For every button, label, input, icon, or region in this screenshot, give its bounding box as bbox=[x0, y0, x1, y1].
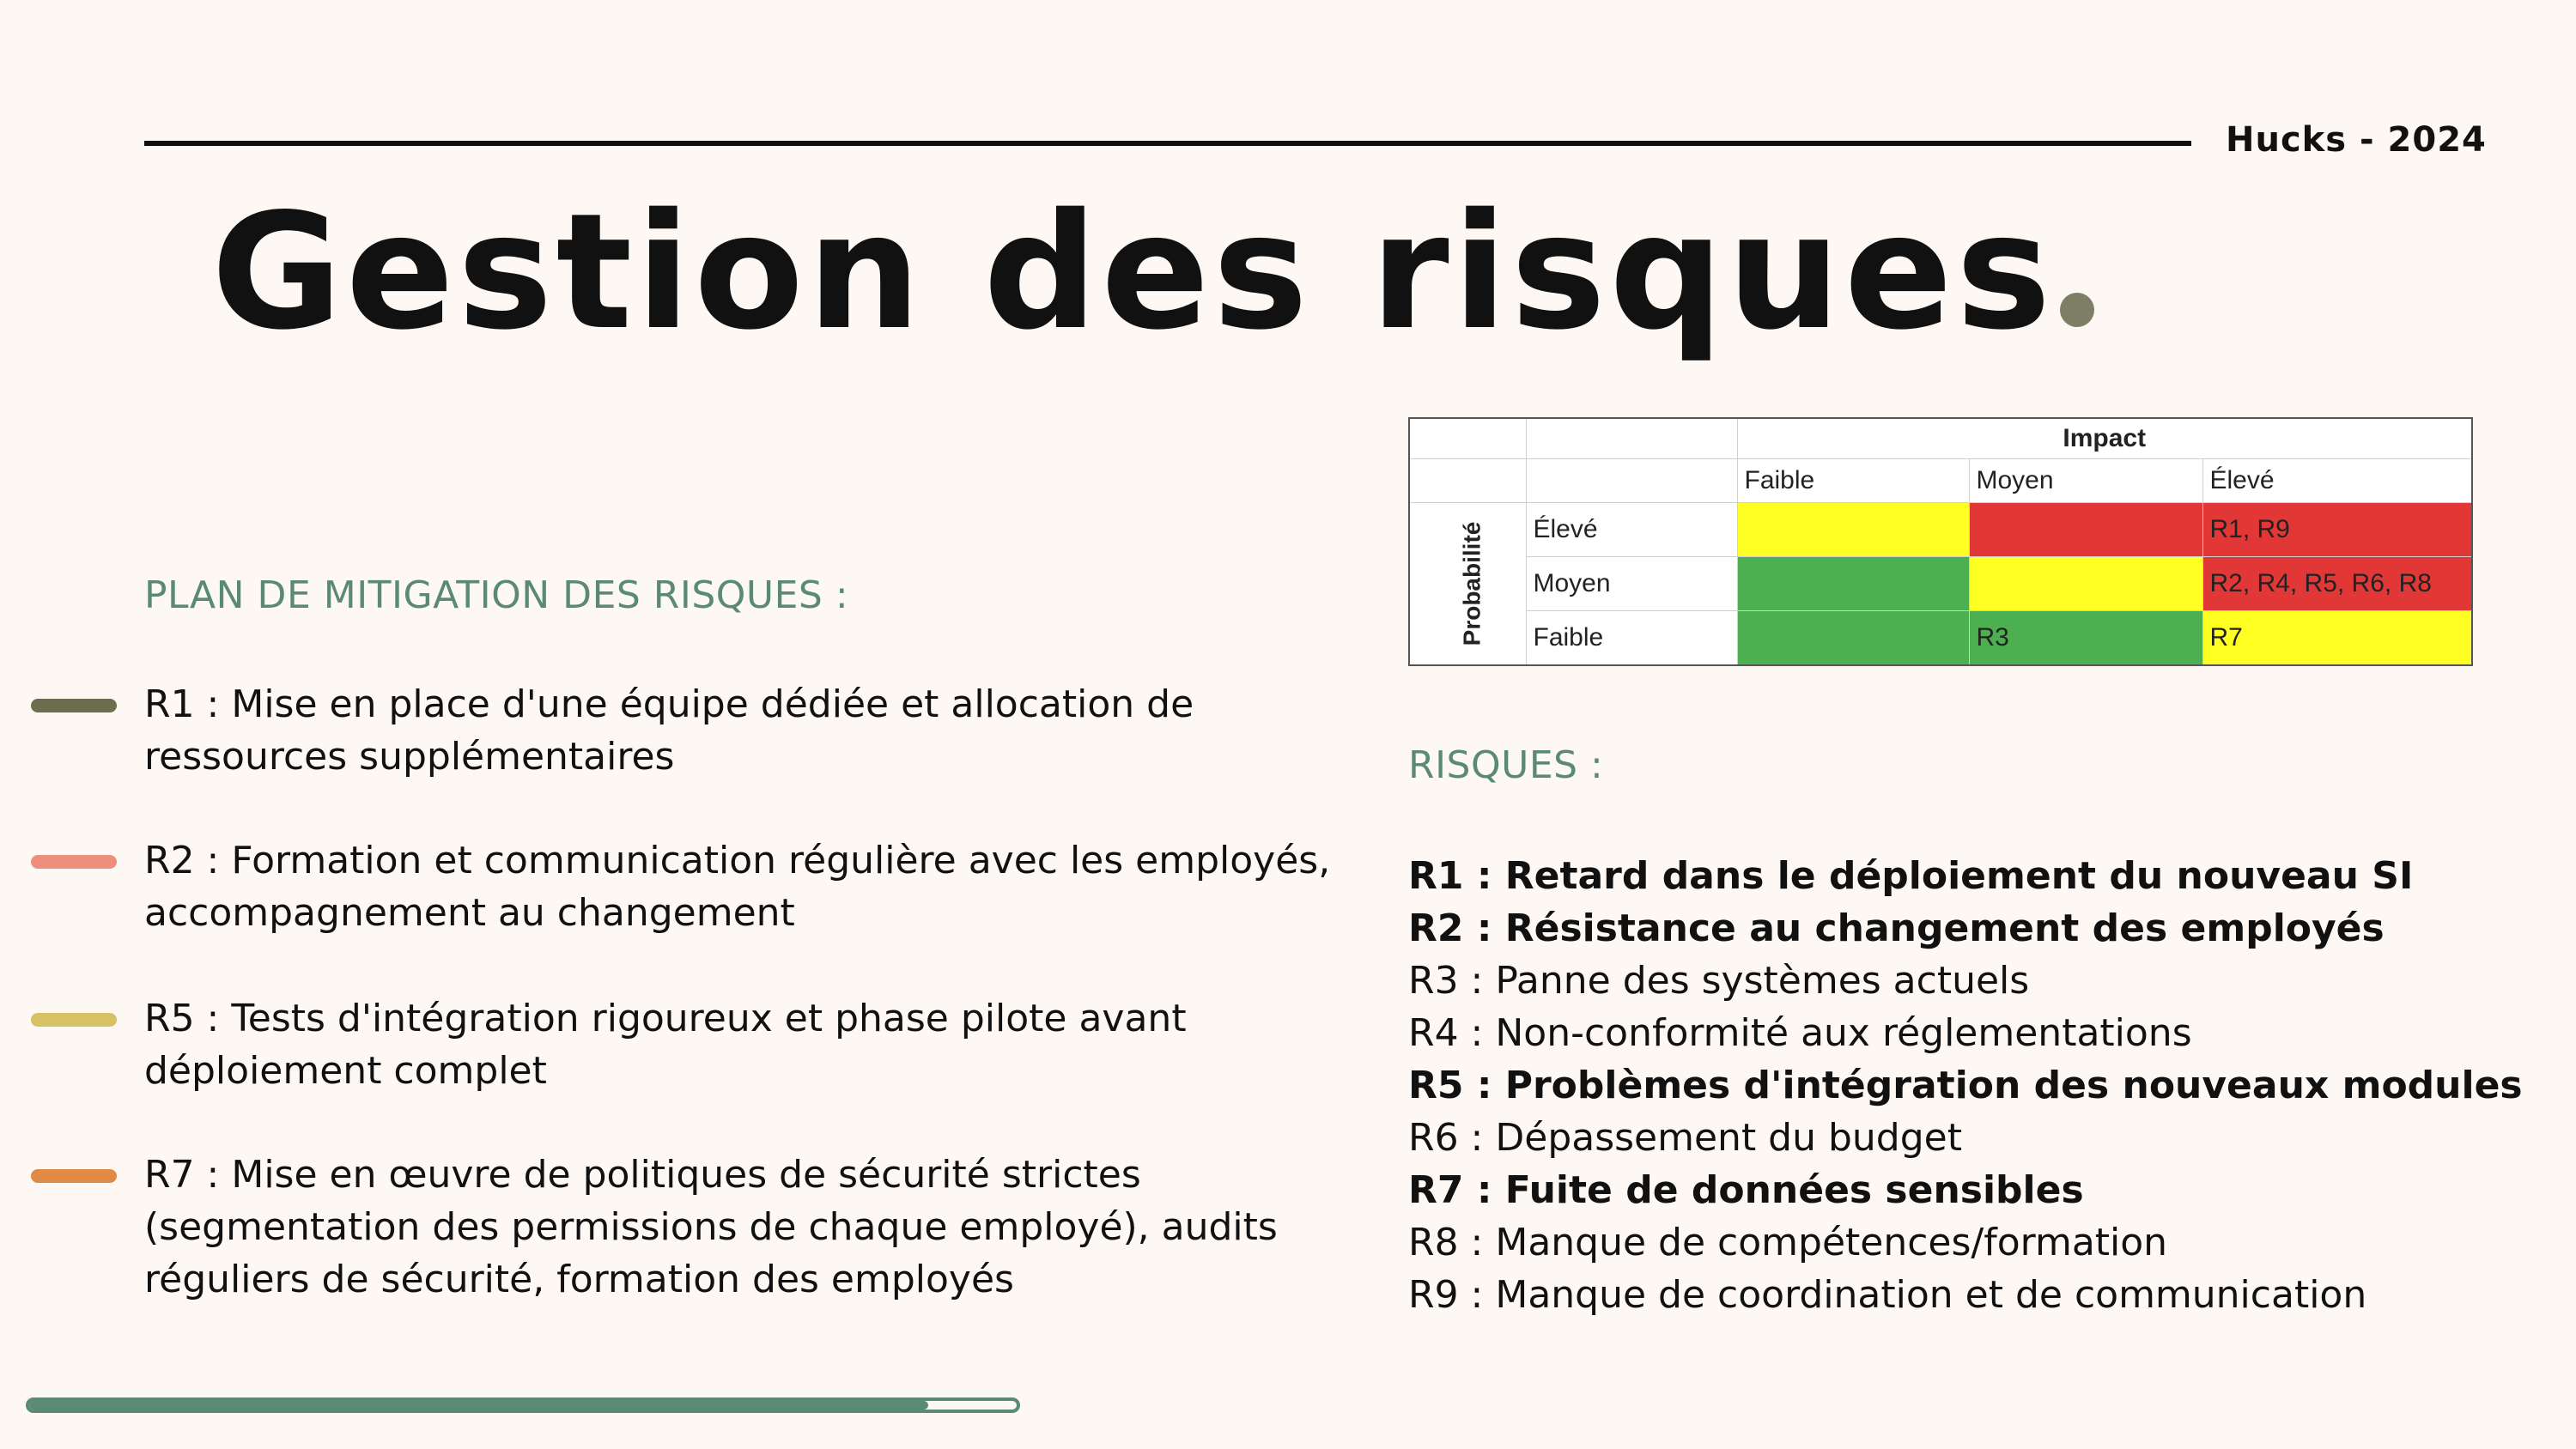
slide-progress-bar bbox=[26, 1397, 1020, 1413]
marker-r7 bbox=[31, 1169, 117, 1183]
marker-r1 bbox=[31, 699, 117, 712]
header-rule bbox=[144, 141, 2191, 146]
title-dot bbox=[2060, 293, 2094, 327]
mitigation-text-r5: R5 : Tests d'intégration rigoureux et phase pilote avant déploiement complet bbox=[144, 997, 1187, 1093]
page-title-text: Gestion des risques bbox=[211, 179, 2055, 365]
mitigation-heading: PLAN DE MITIGATION DES RISQUES : bbox=[144, 573, 849, 617]
risk-matrix bbox=[1408, 417, 2473, 666]
matrix-cell bbox=[1969, 557, 2202, 611]
author-label: Hucks - 2024 bbox=[2226, 120, 2487, 160]
marker-r5 bbox=[31, 1013, 117, 1027]
matrix-cell: R2, R4, R5, R6, R8 bbox=[2202, 557, 2472, 611]
risk-item-r3: R3 : Panne des systèmes actuels bbox=[1408, 959, 2030, 1003]
risk-item-r9: R9 : Manque de coordination et de communication bbox=[1408, 1273, 2367, 1317]
mitigation-text-r1: R1 : Mise en place d'une équipe dédiée et allocation de ressources supplémentaires bbox=[144, 682, 1194, 779]
prob-row-eleve: Élevé bbox=[1526, 503, 1737, 557]
mitigation-text-r2: R2 : Formation et communication régulière avec les employés, accompagnement au changement bbox=[144, 839, 1331, 935]
matrix-corner bbox=[1409, 418, 1526, 459]
marker-r2 bbox=[31, 855, 117, 869]
prob-row-faible: Faible bbox=[1526, 611, 1737, 666]
risk-item-r8: R8 : Manque de compétences/formation bbox=[1408, 1221, 2168, 1264]
matrix-cell bbox=[1737, 611, 1969, 666]
risk-item-r6: R6 : Dépassement du budget bbox=[1408, 1116, 1962, 1160]
risk-item-r7: R7 : Fuite de données sensibles bbox=[1408, 1168, 2084, 1212]
risks-heading: RISQUES : bbox=[1408, 743, 1604, 787]
matrix-cell bbox=[1737, 557, 1969, 611]
risk-list bbox=[1408, 850, 2550, 1321]
matrix-cell bbox=[1737, 503, 1969, 557]
prob-row-moyen: Moyen bbox=[1526, 557, 1737, 611]
impact-col-moyen: Moyen bbox=[1969, 459, 2202, 503]
matrix-corner bbox=[1526, 459, 1737, 503]
impact-col-eleve: Élevé bbox=[2202, 459, 2472, 503]
page-title bbox=[211, 176, 2094, 367]
risk-item-r2: R2 : Résistance au changement des employés bbox=[1408, 906, 2385, 950]
matrix-cell: R7 bbox=[2202, 611, 2472, 666]
matrix-corner bbox=[1409, 459, 1526, 503]
matrix-cell bbox=[1969, 503, 2202, 557]
probability-axis bbox=[1409, 503, 1526, 666]
probability-label: Probabilité bbox=[1458, 521, 1485, 646]
matrix-corner bbox=[1526, 418, 1737, 459]
impact-col-faible: Faible bbox=[1737, 459, 1969, 503]
mitigation-text-r7: R7 : Mise en œuvre de politiques de sécurité strictes (segmentation des permissions de chaque employé), audits réguliers de sécurité, formation des employés bbox=[144, 1153, 1278, 1301]
risk-item-r4: R4 : Non-conformité aux réglementations bbox=[1408, 1011, 2192, 1055]
matrix-cell: R3 bbox=[1969, 611, 2202, 666]
matrix-cell: R1, R9 bbox=[2202, 503, 2472, 557]
risk-item-r1: R1 : Retard dans le déploiement du nouveau SI bbox=[1408, 854, 2414, 898]
slide-progress-fill bbox=[29, 1401, 928, 1410]
impact-header: Impact bbox=[1737, 418, 2472, 459]
risk-item-r5: R5 : Problèmes d'intégration des nouveaux modules bbox=[1408, 1064, 2523, 1107]
